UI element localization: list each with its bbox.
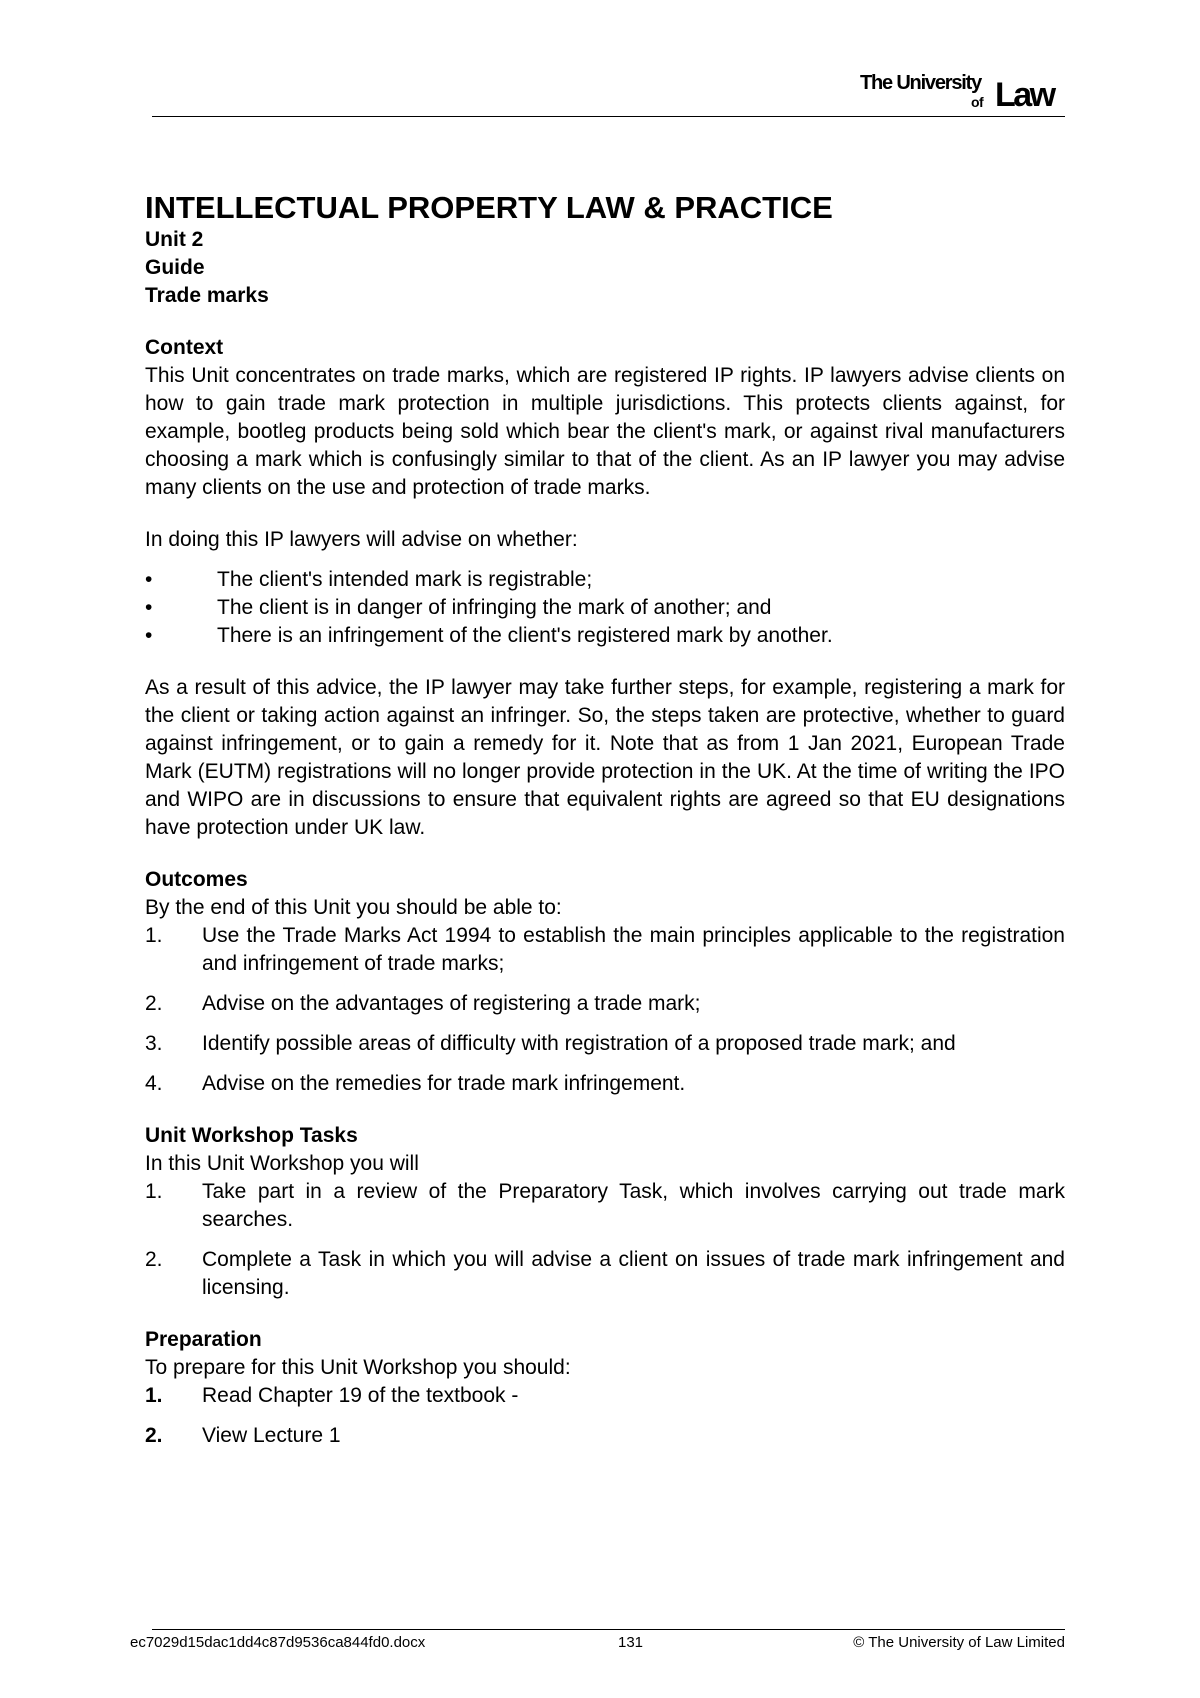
spacer [145,650,1065,674]
spacer [145,1314,1065,1326]
outcomes-intro: By the end of this Unit you should be able to: [145,896,562,919]
context-paragraph-1: This Unit concentrates on trade marks, which are registered IP rights. IP lawyers advise clients on how to gain trade mark protection in multiple jurisdictions. This protects clients against, for example, bootleg products being sold which bear the client's mark, or against rival manufacturers choosing a mark which is confusingly similar to that of the client. As an IP lawyer you may advise many clients on the use and protection of trade marks. [145,364,1065,499]
spacer [145,310,1065,334]
bullet-text: There is an infringement of the client's registered mark by another. [217,624,833,647]
workshop-list [145,1178,1065,1302]
list-item [145,1422,1065,1450]
item-number: 1. [145,1384,163,1407]
list-item [145,566,1065,594]
bullet-icon: • [145,568,153,591]
university-logo [860,70,1065,114]
document-topic: Trade marks [145,284,269,307]
item-text: Read Chapter 19 of the textbook - [202,1384,519,1407]
outcomes-heading: Outcomes [145,868,248,891]
logo-text-law: Law [995,76,1054,114]
item-number: 4. [145,1072,163,1095]
list-item [145,1178,1065,1234]
logo-text-the-university: The University [860,72,982,94]
item-number: 1. [145,1180,163,1203]
item-text: Advise on the advantages of registering a trade mark; [202,992,701,1015]
item-text: Advise on the remedies for trade mark infringement. [202,1072,686,1095]
item-number: 3. [145,1032,163,1055]
spacer [145,554,1065,566]
bullet-text: The client is in danger of infringing the mark of another; and [217,596,772,619]
list-item [145,622,1065,650]
document-title: INTELLECTUAL PROPERTY LAW & PRACTICE [145,190,833,225]
item-number: 2. [145,1248,163,1271]
footer-page-number: 131 [618,1634,644,1651]
list-item [145,1030,1065,1058]
workshop-intro: In this Unit Workshop you will [145,1152,419,1175]
spacer [145,502,1065,526]
preparation-list [145,1382,1065,1450]
list-item [145,594,1065,622]
list-item [145,922,1065,978]
footer-filename: ec7029d15dac1dd4c87d9536ca844fd0.docx [130,1634,426,1651]
header-rule [152,116,1065,117]
context-heading: Context [145,336,224,359]
outcomes-list [145,922,1065,1098]
context-paragraph-2: In doing this IP lawyers will advise on whether: [145,528,578,551]
footer-rule [152,1629,1065,1630]
spacer [145,842,1065,866]
item-text: View Lecture 1 [202,1424,341,1447]
spacer [145,1110,1065,1122]
footer-copyright: © The University of Law Limited [853,1634,1065,1651]
item-number: 1. [145,924,163,947]
unit-number: Unit 2 [145,228,204,251]
item-text: Take part in a review of the Preparatory Task, which involves carrying out trade mark searches. [202,1180,1065,1231]
item-number: 2. [145,992,163,1015]
list-item [145,1382,1065,1410]
list-item [145,1070,1065,1098]
document-type: Guide [145,256,205,279]
logo-text-of: of [971,94,984,110]
preparation-heading: Preparation [145,1328,262,1351]
item-text: Identify possible areas of difficulty with registration of a proposed trade mark; and [202,1032,956,1055]
item-number: 2. [145,1424,163,1447]
list-item [145,1246,1065,1302]
context-bullet-list [145,566,1065,650]
workshop-heading: Unit Workshop Tasks [145,1124,358,1147]
document-body [145,190,1065,1462]
page-footer [130,1634,1065,1658]
preparation-intro: To prepare for this Unit Workshop you should: [145,1356,571,1379]
bullet-icon: • [145,596,153,619]
item-text: Complete a Task in which you will advise a client on issues of trade mark infringement and licensing. [202,1248,1065,1299]
list-item [145,990,1065,1018]
bullet-text: The client's intended mark is registrable; [217,568,593,591]
context-paragraph-3: As a result of this advice, the IP lawyer may take further steps, for example, registering a mark for the client or taking action against an infringer. So, the steps taken are protective, whether to guard against infringement, or to gain a remedy for it. Note that as from 1 Jan 2021, European Trade Mark (EUTM) registrations will no longer provide protection in the UK. At the time of writing the IPO and WIPO are in discussions to ensure that equivalent rights are agreed so that EU designations have protection under UK law. [145,676,1065,839]
bullet-icon: • [145,624,153,647]
item-text: Use the Trade Marks Act 1994 to establish the main principles applicable to the registration and infringement of trade marks; [202,924,1065,975]
